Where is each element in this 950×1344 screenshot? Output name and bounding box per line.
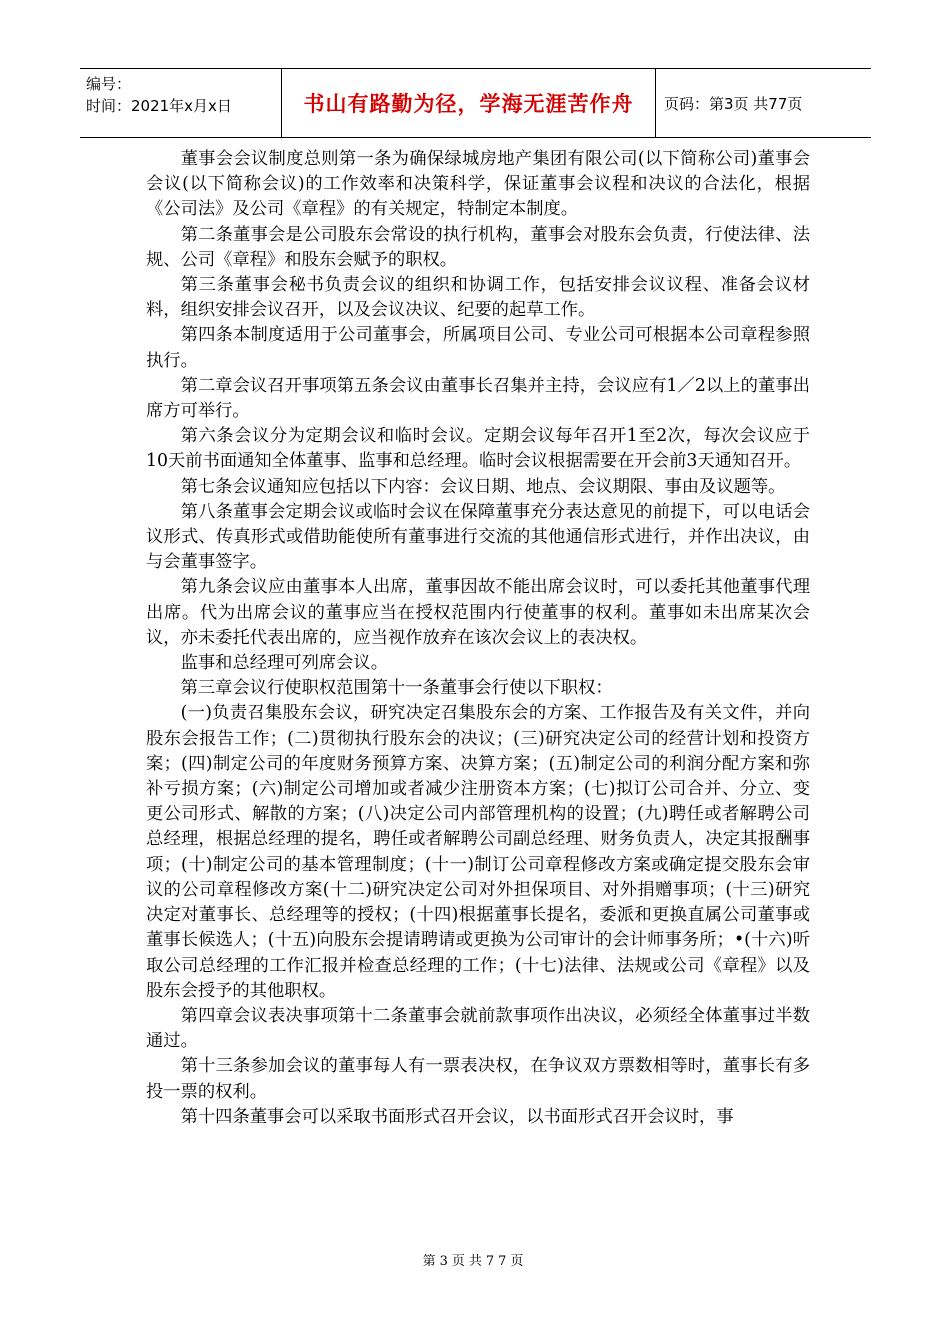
- document-body: [146, 147, 810, 1130]
- paragraph: 第三条董事会秘书负责会议的组织和协调工作，包括安排会议议程、准备会议材料，组织安排会议召开，以及会议决议、纪要的起草工作。: [146, 275, 810, 321]
- paragraph: 监事和总经理可列席会议。: [180, 653, 388, 674]
- paragraph: 第十四条董事会可以采取书面形式召开会议，以书面形式召开会议时，事: [180, 1106, 734, 1127]
- paragraph: 第七条会议通知应包括以下内容：会议日期、地点、会议期限、事由及议题等。: [180, 476, 786, 497]
- paragraph: 第三章会议行使职权范围第十一条董事会行使以下职权：: [180, 678, 613, 699]
- header-page-info: 页码：第3页 共77页: [664, 94, 803, 113]
- paragraph: 第八条董事会定期会议或临时会议在保障董事充分表达意见的前提下，可以电话会议形式、传真形式或借助能使所有董事进行交流的其他通信形式进行，并作出决议，由与会董事签字。: [146, 501, 810, 573]
- page-footer: 第3页共77页: [422, 1254, 528, 1269]
- paragraph: 董事会会议制度总则第一条为确保绿城房地产集团有限公司(以下简称公司)董事会会议(以下简称会议)的工作效率和决策科学，保证董事会议程和决议的合法化，根据《公司法》及公司《章程》的有关规定，特制定本制度。: [146, 149, 810, 220]
- header-motto: 书山有路勤为径，学海无涯苦作舟: [282, 69, 656, 137]
- document-time-label: 时间：2021年x月x日: [86, 97, 232, 115]
- paragraph: 第四章会议表决事项第十二条董事会就前款事项作出决议，必须经全体董事过半数通过。: [146, 1005, 810, 1052]
- page-header: [80, 68, 871, 138]
- paragraph: 第二条董事会是公司股东会常设的执行机构，董事会对股东会负责，行使法律、法规、公司《章程》和股东会赋予的职权。: [146, 224, 810, 270]
- paragraph: 第十三条参加会议的董事每人有一票表决权，在争议双方票数相等时，董事长有多投一票的权利。: [146, 1056, 810, 1102]
- paragraph: 第二章会议召开事项第五条会议由董事长召集并主持，会议应有1／2以上的董事出席方可举行。: [146, 375, 810, 422]
- paragraph: 第九条会议应由董事本人出席，董事因故不能出席会议时，可以委托其他董事代理出席。代为出席会议的董事应当在授权范围内行使董事的权利。董事如未出席某次会议，亦未委托代表出席的，应当视作放弃在该次会议上的表决权。: [146, 577, 810, 648]
- paragraph: (一)负责召集股东会议，研究决定召集股东会的方案、工作报告及有关文件，并向股东会报告工作；(二)贯彻执行股东会的决议；(三)研究决定公司的经营计划和投资方案；(四)制定公司的年度财务预算方案、决算方案；(五)制定公司的利润分配方案和弥补亏损方案；(六)制定公司增加或者减少注册资本方案；(七)拟订公司合并、分立、变更公司形式、解散的方案；(八)决定公司内部管理机构的设置；(九)聘任或者解聘公司总经理，根据总经理的提名，聘任或者解聘公司副总经理、财务负责人，决定其报酬事项；(十)制定公司的基本管理制度；(十一)制订公司章程修改方案或确定提交股东会审议的公司章程修改方案(十二)研究决定公司对外担保项目、对外捐赠事项；(十三)研究决定对董事长、总经理等的授权；(十四)根据董事长提名，委派和更换直属公司董事或董事长候选人；(十五)向股东会提请聘请或更换为公司审计的会计师事务所；•(十六)听取公司总经理的工作汇报并检查总经理的工作；(十七)法律、法规或公司《章程》以及股东会授予的其他职权。: [146, 703, 810, 1001]
- paragraph: 第六条会议分为定期会议和临时会议。定期会议每年召开1至2次，每次会议应于10天前书面通知全体董事、监事和总经理。临时会议根据需要在开会前3天通知召开。: [146, 426, 810, 472]
- paragraph: 第四条本制度适用于公司董事会，所属项目公司、专业公司可根据本公司章程参照执行。: [146, 325, 810, 371]
- header-meta: [80, 69, 282, 137]
- document-number-label: 编号：: [86, 75, 132, 93]
